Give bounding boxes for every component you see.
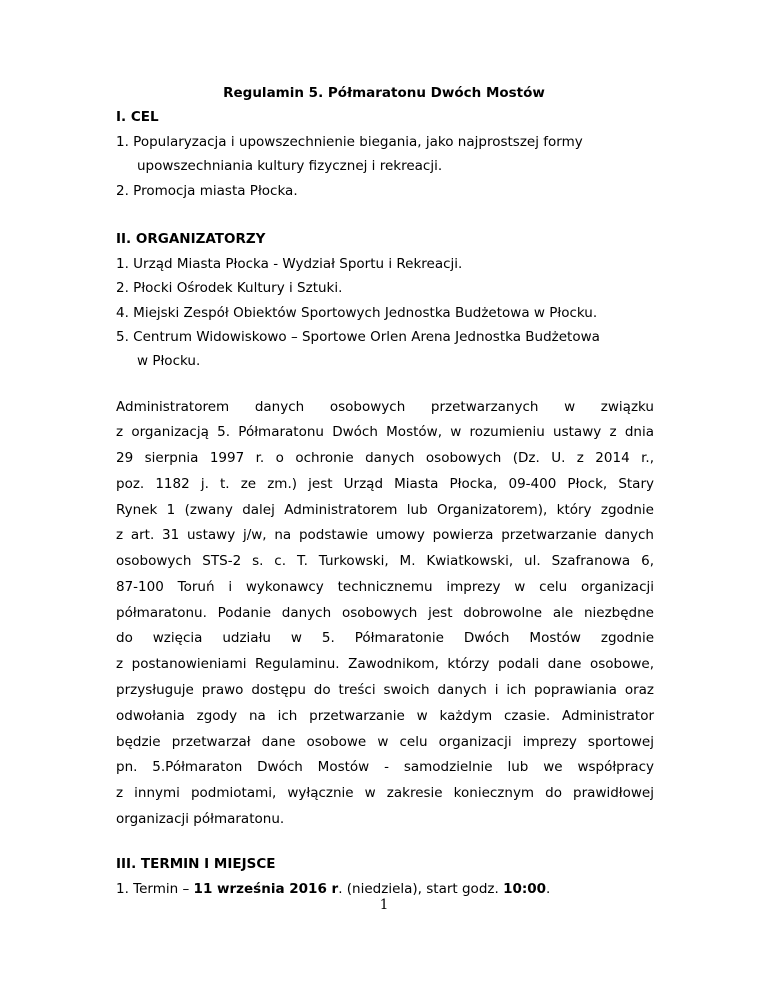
admin-paragraph-line: z postanowieniami Regulaminu. Zawodnikom, którzy podali dane osobowe, xyxy=(116,656,654,672)
admin-paragraph-line: z innymi podmiotami, wyłącznie w zakresie koniecznym do prawidłowej xyxy=(116,785,654,801)
admin-paragraph-line: 29 sierpnia 1997 r. o ochronie danych osobowych (Dz. U. z 2014 r., xyxy=(116,450,654,466)
admin-paragraph-line: przysługuje prawo dostępu do treści swoich danych i ich poprawiania oraz xyxy=(116,682,654,698)
termin-item-1 xyxy=(116,881,550,897)
organizatorzy-item-5-line-2: w Płocku. xyxy=(137,353,201,369)
organizatorzy-item-4: 4. Miejski Zespół Obiektów Sportowych Jednostka Budżetowa w Płocku. xyxy=(116,305,598,321)
termin-prefix: 1. Termin – xyxy=(116,881,194,897)
admin-paragraph-line: półmaratonu. Podanie danych osobowych jest dobrowolne ale niezbędne xyxy=(116,605,654,621)
admin-paragraph-line: do wzięcia udziału w 5. Półmaratonie Dwóch Mostów zgodnie xyxy=(116,630,654,646)
section-heading-organizatorzy: II. ORGANIZATORZY xyxy=(116,231,266,247)
admin-paragraph-line: pn. 5.Półmaraton Dwóch Mostów - samodzielnie lub we współpracy xyxy=(116,759,654,775)
organizatorzy-item-1: 1. Urząd Miasta Płocka - Wydział Sportu i Rekreacji. xyxy=(116,256,463,272)
admin-paragraph-line: będzie przetwarzał dane osobowe w celu organizacji imprezy sportowej xyxy=(116,734,654,750)
termin-time: 10:00 xyxy=(503,881,547,897)
admin-paragraph-line: z art. 31 ustawy j/w, na podstawie umowy powierza przetwarzanie danych xyxy=(116,527,654,543)
admin-paragraph-line: odwołania zgody na ich przetwarzanie w każdym czasie. Administrator xyxy=(116,708,654,724)
section-heading-termin: III. TERMIN I MIEJSCE xyxy=(116,856,276,872)
admin-paragraph-line: Rynek 1 (zwany dalej Administratorem lub Organizatorem), który zgodnie xyxy=(116,502,654,518)
termin-suffix: . xyxy=(546,881,551,897)
termin-middle: . (niedziela), start godz. xyxy=(338,881,504,897)
cel-item-1-line-1: 1. Popularyzacja i upowszechnienie biegania, jako najprostszej formy xyxy=(116,134,583,150)
termin-date: 11 września 2016 r xyxy=(193,881,339,897)
admin-paragraph-line: 87-100 Toruń i wykonawcy technicznemu imprezy w celu organizacji xyxy=(116,579,654,595)
organizatorzy-item-5-line-1: 5. Centrum Widowiskowo – Sportowe Orlen Arena Jednostka Budżetowa xyxy=(116,329,600,345)
cel-item-1-line-2: upowszechniania kultury fizycznej i rekreacji. xyxy=(137,158,443,174)
document-title: Regulamin 5. Półmaratonu Dwóch Mostów xyxy=(223,85,545,101)
admin-paragraph-line: z organizacją 5. Półmaratonu Dwóch Mostów, w rozumieniu ustawy z dnia xyxy=(116,424,654,440)
admin-paragraph-line: osobowych STS-2 s. c. T. Turkowski, M. Kwiatkowski, ul. Szafranowa 6, xyxy=(116,553,654,569)
admin-paragraph-line: Administratorem danych osobowych przetwarzanych w związku xyxy=(116,399,654,415)
organizatorzy-item-2: 2. Płocki Ośrodek Kultury i Sztuki. xyxy=(116,280,343,296)
admin-paragraph-line: organizacji półmaratonu. xyxy=(116,811,285,827)
admin-paragraph-line: poz. 1182 j. t. ze zm.) jest Urząd Miasta Płocka, 09-400 Płock, Stary xyxy=(116,476,654,492)
page-number: 1 xyxy=(379,897,389,913)
section-heading-cel: I. CEL xyxy=(116,109,159,125)
cel-item-2: 2. Promocja miasta Płocka. xyxy=(116,183,298,199)
